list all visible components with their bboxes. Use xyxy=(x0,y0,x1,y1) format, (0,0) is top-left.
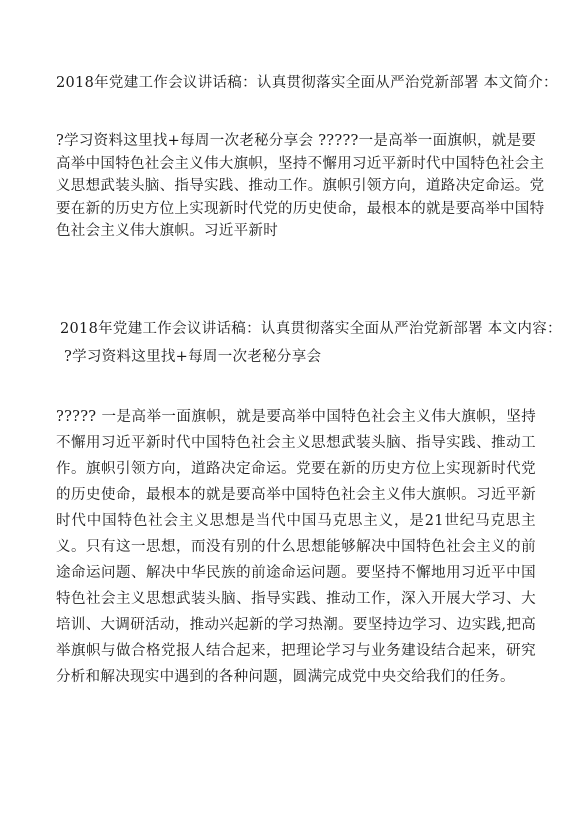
summary-heading: 2018年党建工作会议讲话稿：认真贯彻落实全面从严治党新部署 本文简介： xyxy=(56,75,558,91)
content-heading: 2018年党建工作会议讲话稿：认真贯彻落实全面从严治党新部署 本文内容： xyxy=(60,321,562,337)
content-paragraph: ????? 一是高举一面旗帜，就是要高举中国特色社会主义伟大旗帜，坚持不懈用习近平新时代中国特色社会主义思想武装头脑、指导实践、推动工作。旗帜引领方向，道路决定命运。党要在新的历史方位上实现新时代党的历史使命，最根本的就是要高举中国特色社会主义伟大旗帜。习近平新时代中国特色社会主义思想是当代中国马克思主义，是21世纪马克思主义。只有这一思想，而没有别的什么思想能够解决中国特色社会主义的前途命运问题、解决中华民族的前途命运问题。要坚持不懈地用习近平中国特色社会主义思想武装头脑、指导实践、推动工作，深入开展大学习、大培训、大调研活动，推动兴起新的学习热潮。要坚持边学习、边实践,把高举旗帜与做合格党报人结合起来，把理论学习与业务建设结合起来，研究分析和解决现实中遇到的各种问题，圆满完成党中央交给我们的任务。 xyxy=(56,409,536,685)
summary-paragraph: ?学习资料这里找+每周一次老秘分享会 ?????一是高举一面旗帜，就是要高举中国特色社会主义伟大旗帜，坚持不懈用习近平新时代中国特色社会主义思想武装头脑、指导实践、推动工作。旗帜引领方向，道路决定命运。党要在新的历史方位上实现新时代党的历史使命，最根本的就是要高举中国特色社会主义伟大旗帜。习近平新时 xyxy=(56,133,545,239)
share-line: ?学习资料这里找+每周一次老秘分享会 xyxy=(64,349,322,365)
